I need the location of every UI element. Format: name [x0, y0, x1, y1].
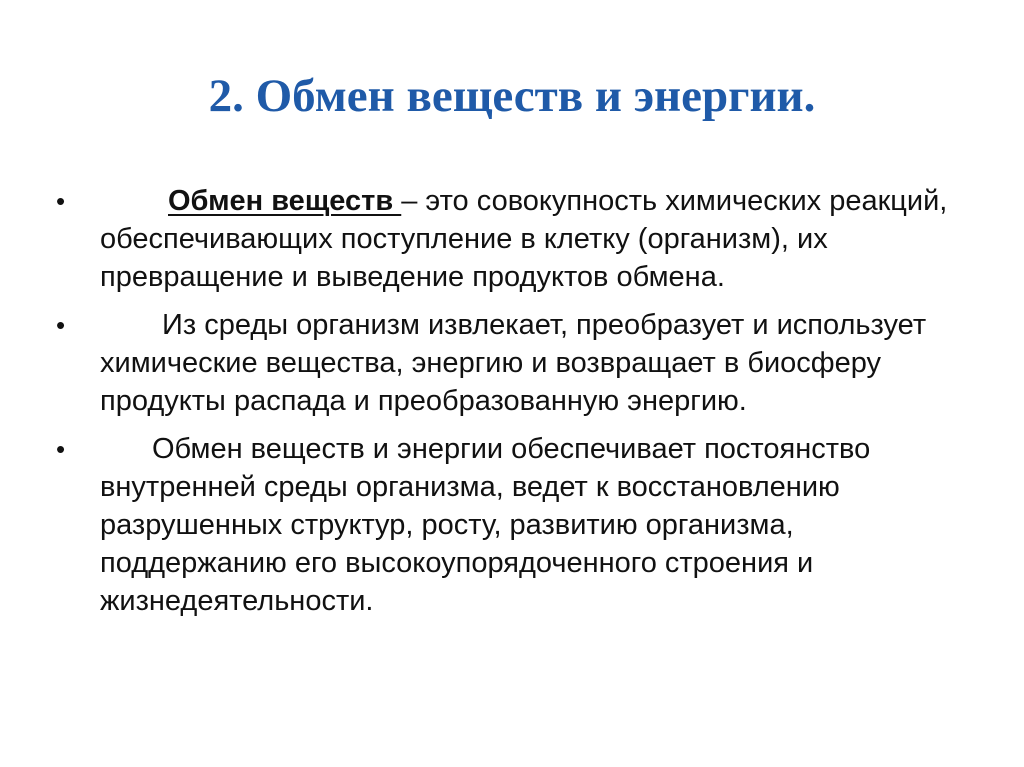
indent-spacer	[100, 185, 168, 217]
bullet-text	[100, 182, 976, 296]
bullet-text	[100, 306, 976, 420]
definition-text: – это совокупность химических реакций, обеспечивающих поступление в клетку (организм), их превращение и выведение продуктов обмена.	[100, 185, 948, 293]
list-item	[56, 306, 976, 420]
bullet-text-content: Обмен веществ и энергии обеспечивает постоянство внутренней среды организма, ведет к восстановлению разрушенных структур, росту, развитию организма, поддержанию его высокоупорядоченного строения и жизнедеятельности.	[100, 433, 871, 617]
slide-title: 2. Обмен веществ и энергии.	[208, 70, 816, 122]
list-item	[56, 430, 976, 620]
bullet-marker: •	[56, 310, 66, 340]
indent-spacer	[100, 433, 152, 465]
bullet-text	[100, 430, 976, 620]
bullet-list	[56, 182, 976, 630]
bullet-marker: •	[56, 434, 66, 464]
bullet-text-content: Из среды организм извлекает, преобразует и использует химические вещества, энергию и возвращает в биосферу продукты распада и преобразованную энергию.	[100, 309, 927, 417]
indent-spacer	[100, 309, 162, 341]
bullet-marker: •	[56, 186, 66, 216]
defined-term: Обмен веществ	[168, 185, 402, 217]
list-item	[56, 182, 976, 296]
